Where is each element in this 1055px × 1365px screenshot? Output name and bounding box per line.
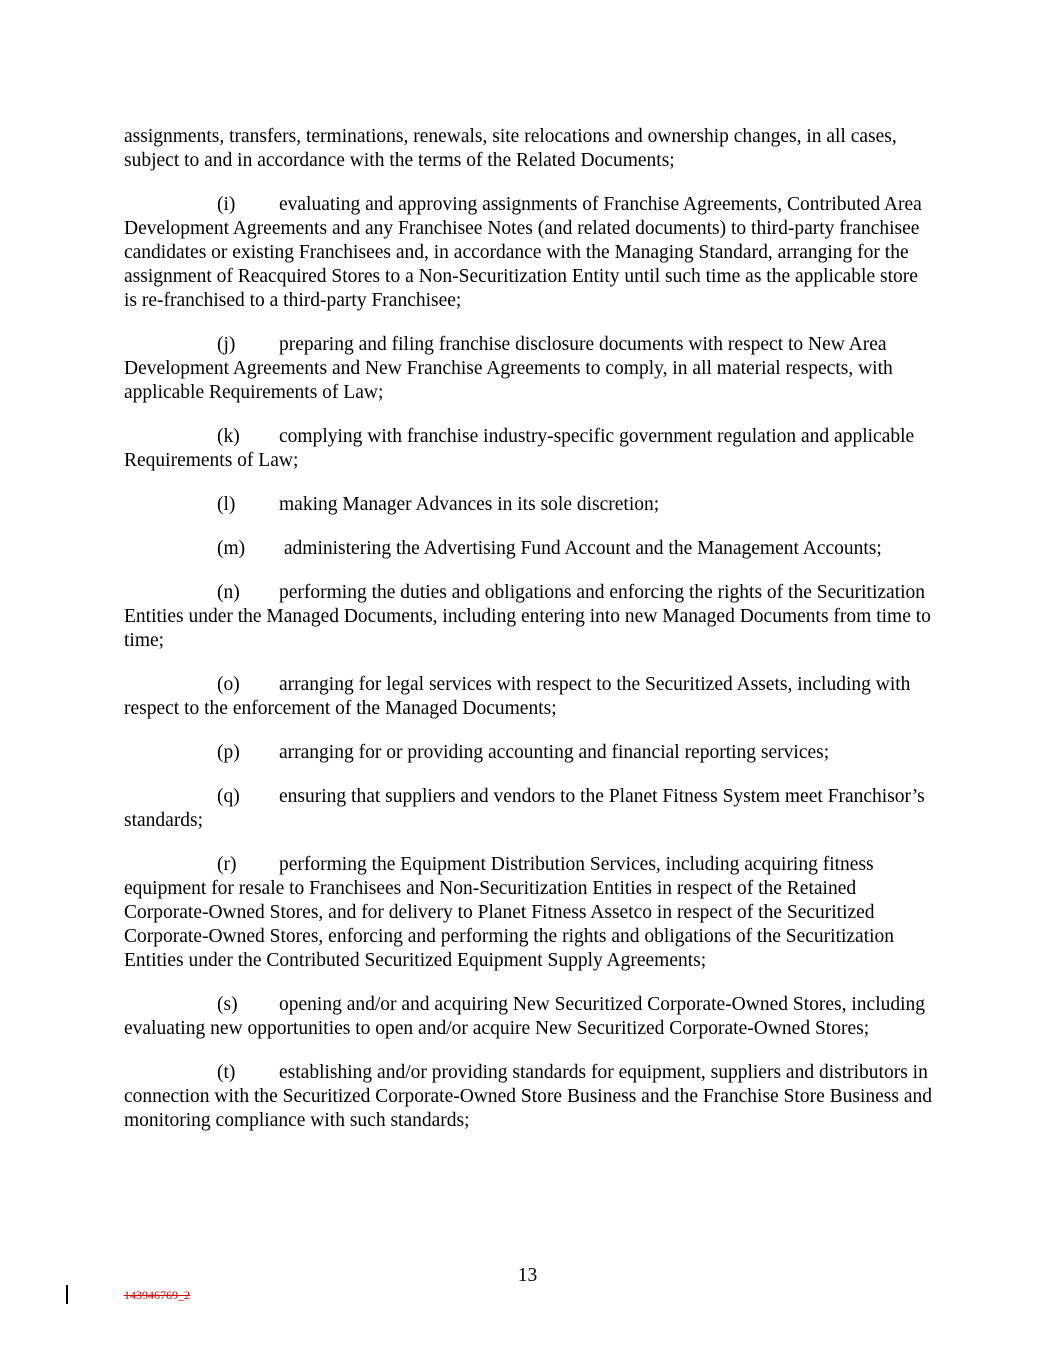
item-text: complying with franchise industry-specific government regulation and applicable Requirements of Law; [124, 426, 915, 471]
item-text: arranging for or providing accounting and financial reporting services; [279, 742, 830, 763]
item-label: (o) [217, 674, 240, 695]
list-item [124, 537, 934, 561]
item-label: (l) [217, 494, 236, 515]
list-item [124, 333, 934, 405]
item-label: (k) [217, 426, 240, 447]
item-label: (m) [217, 538, 246, 559]
list-item [124, 673, 934, 721]
list-item [124, 853, 934, 973]
list-item [124, 425, 934, 473]
item-label: (s) [217, 994, 238, 1015]
list-item [124, 1061, 934, 1133]
list-item [124, 993, 934, 1041]
item-label: (i) [217, 194, 236, 215]
list-item [124, 785, 934, 833]
item-label: (j) [217, 334, 236, 355]
item-label: (n) [217, 582, 240, 603]
document-id: 143946769_2 [124, 1288, 190, 1302]
item-text: making Manager Advances in its sole discretion; [279, 494, 660, 515]
item-text: evaluating and approving assignments of Franchise Agreements, Contributed Area Development Agreements and any Franchisee Notes (and related documents) to third-party franchisee candidates or existing Franchisees and, in accordance with the Managing Standard, arranging for the assignment of Reacquired Stores to a Non-Securitization Entity until such time as the applicable store is re-franchised to a third-party Franchisee; [124, 194, 922, 311]
revision-change-bar [66, 1285, 68, 1304]
item-text: establishing and/or providing standards for equipment, suppliers and distributors in connection with the Securitized Corporate-Owned Store Business and the Franchise Store Business and monitoring compliance with such standards; [124, 1062, 932, 1131]
page-number: 13 [517, 1265, 538, 1286]
item-label: (t) [217, 1062, 236, 1083]
list-item [124, 193, 934, 313]
item-text: performing the duties and obligations and enforcing the rights of the Securitization Entities under the Managed Documents, including entering into new Managed Documents from time to time; [124, 582, 931, 651]
item-label: (q) [217, 786, 240, 807]
item-text: arranging for legal services with respect to the Securitized Assets, including with respect to the enforcement of the Managed Documents; [124, 674, 911, 719]
item-text: performing the Equipment Distribution Services, including acquiring fitness equipment for resale to Franchisees and Non-Securitization Entities in respect of the Retained Corporate-Owned Stores, and for delivery to Planet Fitness Assetco in respect of the Securitized Corporate-Owned Stores, enforcing and performing the rights and obligations of the Securitization Entities under the Contributed Securitized Equipment Supply Agreements; [124, 854, 895, 971]
list-item [124, 493, 934, 517]
list-item [124, 741, 934, 765]
document-body [124, 125, 934, 1153]
intro-paragraph: assignments, transfers, terminations, renewals, site relocations and ownership changes, in all cases, subject to and in accordance with the terms of the Related Documents; [124, 126, 897, 171]
item-text: ensuring that suppliers and vendors to the Planet Fitness System meet Franchisor’s standards; [124, 786, 925, 831]
item-text: administering the Advertising Fund Account and the Management Accounts; [279, 538, 882, 559]
list-item [124, 581, 934, 653]
item-label: (r) [217, 854, 237, 875]
item-text: opening and/or and acquiring New Securitized Corporate-Owned Stores, including evaluating new opportunities to open and/or acquire New Securitized Corporate-Owned Stores; [124, 994, 926, 1039]
item-text: preparing and filing franchise disclosure documents with respect to New Area Development Agreements and New Franchise Agreements to comply, in all material respects, with applicable Requirements of Law; [124, 334, 893, 403]
item-label: (p) [217, 742, 240, 763]
